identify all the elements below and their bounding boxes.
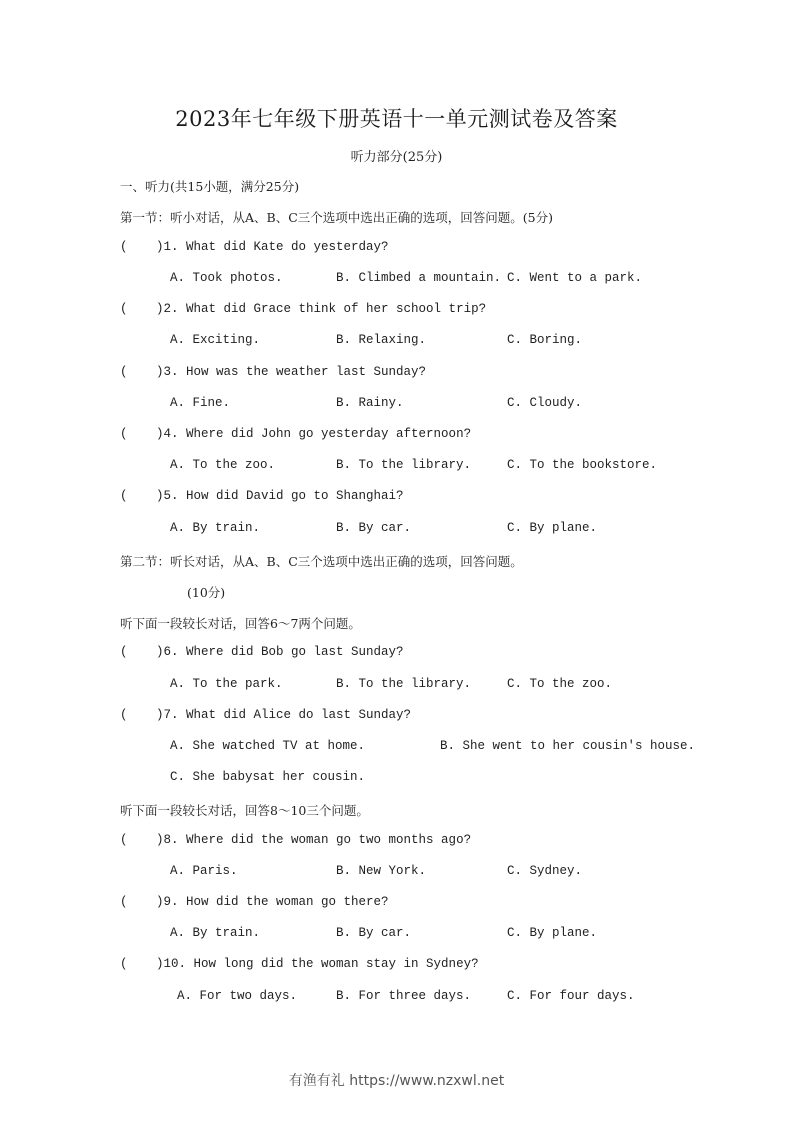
answer-blank[interactable]: ( bbox=[120, 489, 128, 503]
option-b: B. To the library. bbox=[336, 458, 472, 472]
option-a: A. Fine. bbox=[170, 396, 231, 410]
question-1: ( )1. What did Kate do yesterday? bbox=[120, 240, 389, 254]
answer-blank[interactable]: ( bbox=[120, 427, 128, 441]
option-c: C. By plane. bbox=[507, 521, 598, 535]
option-c: C. Cloudy. bbox=[507, 396, 583, 410]
option-b: B. For three days. bbox=[336, 989, 472, 1003]
instruction-8-10: 听下面一段较长对话，回答8～10三个问题。 bbox=[120, 803, 369, 818]
option-b: B. She went to her cousin's house. bbox=[440, 739, 696, 753]
option-b: B. By car. bbox=[336, 926, 412, 940]
question-2: ( )2. What did Grace think of her school trip? bbox=[120, 302, 487, 316]
option-a: A. Paris. bbox=[170, 864, 238, 878]
option-b: B. By car. bbox=[336, 521, 412, 535]
question-text: 3. How was the weather last Sunday? bbox=[163, 365, 427, 379]
answer-blank[interactable]: ( bbox=[120, 365, 128, 379]
question-text: 4. Where did John go yesterday afternoon? bbox=[163, 427, 472, 441]
section2-score: (10分) bbox=[187, 585, 226, 600]
answer-blank[interactable]: ( bbox=[120, 833, 128, 847]
question-text: 10. How long did the woman stay in Sydney? bbox=[163, 957, 479, 971]
answer-blank[interactable]: ( bbox=[120, 302, 128, 316]
question-text: 1. What did Kate do yesterday? bbox=[163, 240, 389, 254]
question-text: 8. Where did the woman go two months ago? bbox=[163, 833, 472, 847]
document-title: 2023年七年级下册英语十一单元测试卷及答案 bbox=[175, 107, 618, 131]
question-6: ( )6. Where did Bob go last Sunday? bbox=[120, 645, 404, 659]
answer-blank[interactable]: ( bbox=[120, 240, 128, 254]
answer-blank[interactable]: ( bbox=[120, 708, 128, 722]
answer-blank[interactable]: ( bbox=[120, 895, 128, 909]
option-c: C. Boring. bbox=[507, 333, 583, 347]
option-a: A. To the zoo. bbox=[170, 458, 276, 472]
option-a: A. By train. bbox=[170, 926, 261, 940]
answer-blank[interactable]: ( bbox=[120, 957, 128, 971]
section1-heading: 第一节：听小对话，从A、B、C三个选项中选出正确的选项，回答问题。(5分) bbox=[120, 210, 553, 225]
option-a: A. To the park. bbox=[170, 677, 283, 691]
question-text: 6. Where did Bob go last Sunday? bbox=[163, 645, 404, 659]
question-text: 2. What did Grace think of her school trip? bbox=[163, 302, 487, 316]
question-8: ( )8. Where did the woman go two months ago? bbox=[120, 833, 472, 847]
option-c: C. She babysat her cousin. bbox=[170, 770, 366, 784]
option-b: B. To the library. bbox=[336, 677, 472, 691]
option-b: B. Climbed a mountain. bbox=[336, 271, 502, 285]
option-b: B. New York. bbox=[336, 864, 427, 878]
question-text: 5. How did David go to Shanghai? bbox=[163, 489, 404, 503]
option-a: A. By train. bbox=[170, 521, 261, 535]
instruction-6-7: 听下面一段较长对话，回答6～7两个问题。 bbox=[120, 616, 361, 631]
option-b: B. Relaxing. bbox=[336, 333, 427, 347]
section2-heading: 第二节：听长对话，从A、B、C三个选项中选出正确的选项，回答问题。 bbox=[120, 554, 523, 569]
question-7: ( )7. What did Alice do last Sunday? bbox=[120, 708, 412, 722]
part-heading: 一、听力(共15小题，满分25分) bbox=[120, 179, 300, 194]
option-c: C. Went to a park. bbox=[507, 271, 643, 285]
question-text: 9. How did the woman go there? bbox=[163, 895, 389, 909]
question-text: 7. What did Alice do last Sunday? bbox=[163, 708, 412, 722]
option-c: C. To the bookstore. bbox=[507, 458, 658, 472]
question-5: ( )5. How did David go to Shanghai? bbox=[120, 489, 404, 503]
question-3: ( )3. How was the weather last Sunday? bbox=[120, 365, 427, 379]
option-a: A. For two days. bbox=[177, 989, 298, 1003]
option-c: C. For four days. bbox=[507, 989, 635, 1003]
option-c: C. To the zoo. bbox=[507, 677, 613, 691]
answer-blank[interactable]: ( bbox=[120, 645, 128, 659]
option-c: C. Sydney. bbox=[507, 864, 583, 878]
option-a: A. She watched TV at home. bbox=[170, 739, 366, 753]
option-b: B. Rainy. bbox=[336, 396, 404, 410]
watermark-footer: 有渔有礼 https://www.nzxwl.net bbox=[288, 1073, 505, 1089]
option-a: A. Took photos. bbox=[170, 271, 283, 285]
option-c: C. By plane. bbox=[507, 926, 598, 940]
question-10: ( )10. How long did the woman stay in Sydney? bbox=[120, 957, 479, 971]
listening-section-subtitle: 听力部分(25分) bbox=[350, 150, 443, 165]
option-a: A. Exciting. bbox=[170, 333, 261, 347]
question-4: ( )4. Where did John go yesterday afternoon? bbox=[120, 427, 472, 441]
question-9: ( )9. How did the woman go there? bbox=[120, 895, 389, 909]
